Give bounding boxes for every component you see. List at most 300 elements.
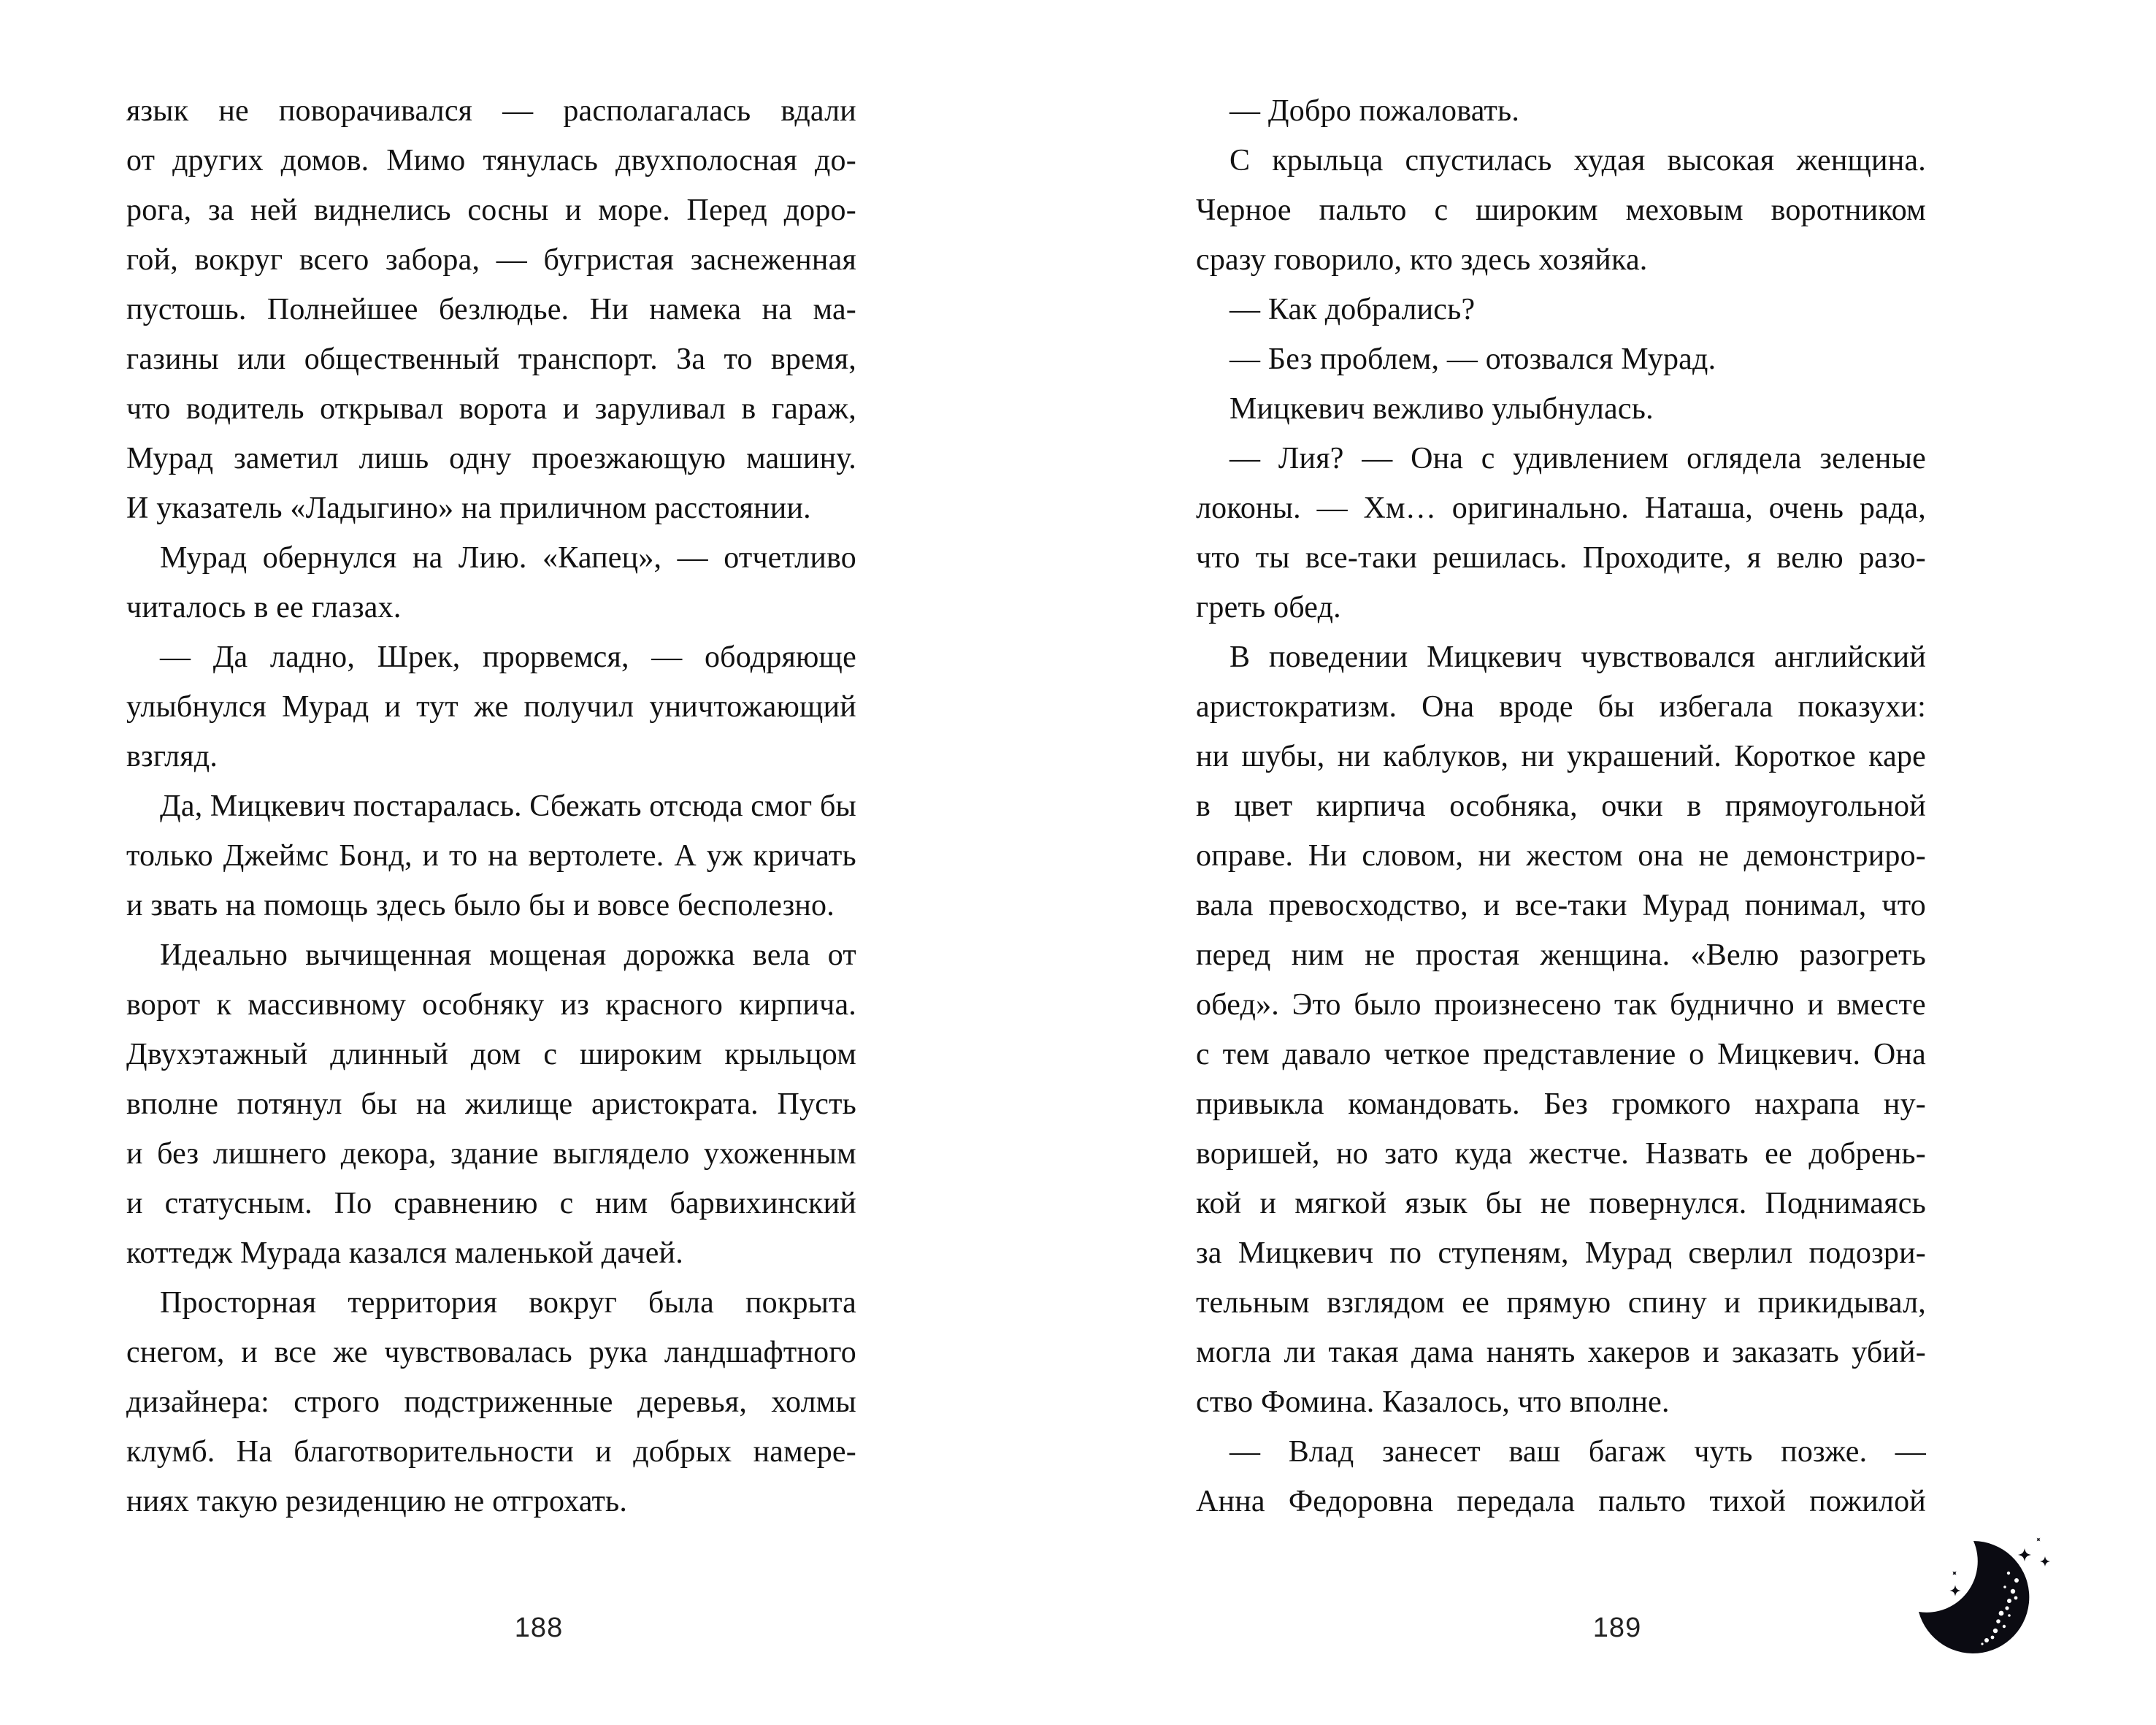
word: только [126,839,213,873]
word: уж [706,839,743,873]
word: поворачивался [278,94,473,128]
text-line [126,1328,856,1377]
word: представление [1483,1038,1676,1071]
word: Да [212,640,248,674]
word: С [1229,144,1251,177]
text-line [126,285,856,334]
text-line [1196,136,1926,185]
word: ни [1196,740,1229,773]
word: широким [579,1038,702,1071]
word: Мурад [1584,1236,1673,1270]
word: отсюда [649,789,743,823]
word: Мурад [126,442,214,475]
word: прикидывал, [1757,1286,1926,1320]
text-line [126,831,856,881]
word: одну [449,442,512,475]
word: дизайнера: [126,1385,269,1419]
word: показухи: [1798,690,1926,724]
word: время, [770,343,856,376]
word: поведении [1268,640,1408,674]
word: демонстриро- [1743,839,1926,873]
word: тянулась [483,144,599,177]
word: проезжающую [532,442,726,475]
word: подстриженные [404,1385,613,1419]
word: кирпича [1316,789,1426,823]
word: с [1196,1038,1210,1071]
word: очки [1601,789,1663,823]
word: багаж [1588,1435,1666,1469]
text-line: — Добро пожаловать. [1229,94,1520,128]
word: Полнейшее [266,293,418,326]
text-line [1196,1179,1926,1228]
word: Бонд, [339,839,413,873]
word: высокая [1667,144,1775,177]
word: украшений. [1567,740,1722,773]
word: дом [470,1038,521,1071]
text-line [1196,434,1926,483]
text-column-left [126,86,856,1526]
word: худая [1573,144,1646,177]
text-line [126,632,856,682]
word: двухполосная [615,144,798,177]
text-line [1196,1030,1926,1079]
word: но [1336,1137,1368,1171]
word: Мурад [160,541,248,575]
word: с [559,1187,574,1220]
word: смог [751,789,813,823]
word: нахрапа [1754,1087,1860,1121]
word: на [761,293,793,326]
word: широким [1476,194,1598,227]
word: — [1316,492,1348,525]
text-line [126,781,856,831]
text-column-right [1196,86,1926,1526]
word: Черное [1196,194,1292,227]
text-line [126,1427,856,1477]
word: ландшафтного [664,1336,856,1369]
text-line [126,1377,856,1427]
word: ней [250,194,298,227]
text-line [1196,1228,1926,1278]
text-line: сразу говорило, кто здесь хозяйка. [1196,243,1648,277]
word: пожилой [1809,1485,1926,1518]
crescent-moon-icon [1876,1519,2095,1725]
word: забора, [385,243,480,277]
word: улыбнулся [126,690,267,724]
text-line [126,980,856,1030]
word: каблуков, [1383,740,1509,773]
word: вела [752,938,810,972]
word: позже. [1781,1435,1868,1469]
word: без [157,1137,199,1171]
text-line: ство Фомина. Казалось, что вполне. [1196,1385,1670,1419]
word: ухоженным [703,1137,856,1171]
word: или [237,343,286,376]
word: машину. [746,442,856,475]
word: решилась. [1432,541,1568,575]
word: Сбежать [529,789,642,823]
word: тем [1222,1038,1270,1071]
word: заказать [1732,1336,1839,1369]
text-line [1196,1129,1926,1179]
word: что [1881,889,1926,922]
word: аристократизм. [1196,690,1397,724]
word: ворот [126,988,201,1022]
text-line [126,533,856,583]
word: за [1196,1236,1222,1270]
text-line: и звать на помощь здесь было бы и вовсе бесполезно. [126,889,835,922]
word: и [384,690,402,724]
word: и [241,1336,258,1369]
word: уничтожающий [649,690,856,724]
word: локоны. [1196,492,1301,525]
word: передала [1457,1485,1576,1518]
word: повернулся. [1589,1187,1747,1220]
word: давало [1282,1038,1371,1071]
word: привыкла [1196,1087,1324,1121]
word: — [502,94,534,128]
word: покрыта [745,1286,856,1320]
text-line: читалось в ее глазах. [126,591,402,624]
word: женщина. [1796,144,1926,177]
word: А [674,839,697,873]
word: лишнего [212,1137,327,1171]
word: ни [1521,740,1554,773]
word: Ни [1308,839,1347,873]
word: кой [1196,1187,1242,1220]
text-line [1196,1278,1926,1328]
text-line [1196,881,1926,930]
word: ним [595,1187,648,1220]
word: общественный [304,343,500,376]
word: и [1724,1286,1741,1320]
word: выглядело [553,1137,690,1171]
word: язык [126,94,189,128]
word: обернулся [262,541,397,575]
word: каре [1868,740,1926,773]
text-line [1196,930,1926,980]
word: «Велю [1690,938,1779,972]
word: и [564,194,582,227]
word: декора, [340,1137,437,1171]
word: что [1196,541,1240,575]
word: что [126,392,171,426]
word: пальто [1598,1485,1687,1518]
text-line: И указатель «Ладыгино» на приличном расстоянии. [126,492,811,525]
word: до- [814,144,856,177]
word: и [126,1187,143,1220]
word: избегала [1659,690,1773,724]
word: вокруг [194,243,283,277]
word: Короткое [1734,740,1856,773]
word: отчетливо [724,541,856,575]
word: Хм… [1363,492,1437,525]
word: барвихинский [670,1187,856,1220]
word: командовать. [1348,1087,1520,1121]
word: шубы, [1241,740,1325,773]
word: воротником [1771,194,1926,227]
word: домов. [280,144,369,177]
word: нанять [1486,1336,1576,1369]
word: и [1807,988,1825,1022]
word: за [207,194,234,227]
word: гой, [126,243,178,277]
word: и [562,392,580,426]
text-line [1196,781,1926,831]
word: была [648,1286,715,1320]
word: было [1354,988,1422,1022]
word: воришей, [1196,1137,1320,1171]
word: массивному [248,988,407,1022]
word: взглядом [1327,1286,1445,1320]
word: все-таки [1305,541,1418,575]
word: вполне [126,1087,219,1121]
word: тельным [1196,1286,1310,1320]
text-line [1196,185,1926,235]
word: и [126,1137,143,1171]
word: на [412,541,443,575]
word: не [1540,1187,1571,1220]
word: открывал [320,392,444,426]
word: обед». [1196,988,1279,1022]
word: особняка, [1449,789,1578,823]
text-line: взгляд. [126,740,218,773]
text-line [1196,831,1926,881]
word: пальто [1319,194,1407,227]
word: Пусть [777,1087,856,1121]
word: благотворительности [294,1435,575,1469]
word: сверлил [1688,1236,1793,1270]
word: добрень- [1808,1137,1926,1171]
word: кричать [753,839,856,873]
word: ступеням, [1438,1236,1569,1270]
text-line [1196,1427,1926,1477]
word: кирпича. [739,988,856,1022]
word: Назвать [1645,1137,1749,1171]
word: четкое [1384,1038,1470,1071]
word: снегом, [126,1336,225,1369]
word: вычищенная [305,938,472,972]
word: Перед [686,194,767,227]
word: ваш [1508,1435,1561,1469]
word: Мицкевич [1238,1236,1374,1270]
text-line [126,1030,856,1079]
word: пустошь. [126,293,247,326]
word: статусным. [164,1187,312,1220]
text-line [126,434,856,483]
word: длинный [330,1038,449,1071]
word: лишь [358,442,429,475]
word: от [126,144,156,177]
word: дорожка [624,938,735,972]
word: бугристая [543,243,675,277]
text-line: — Как добрались? [1229,293,1476,326]
word: тихой [1709,1485,1787,1518]
word: сосны [467,194,549,227]
word: Наташа, [1644,492,1753,525]
word: не [1698,839,1730,873]
text-line: Мицкевич вежливо улыбнулась. [1229,392,1654,426]
text-line: — Без проблем, — отозвался Мурад. [1229,343,1716,376]
word: Ни [589,293,629,326]
word: — [496,243,527,277]
text-line [126,1129,856,1179]
word: прорвемся, [482,640,629,674]
word: о [1689,1038,1705,1071]
word: вдали [780,94,856,128]
text-line [126,682,856,732]
word: вокруг [529,1286,618,1320]
word: Проходите, [1582,541,1732,575]
text-line [1196,682,1926,732]
word: Она [1411,442,1464,475]
word: Влад [1288,1435,1354,1469]
word: ты [1255,541,1290,575]
word: ладно, [269,640,356,674]
word: мягкой [1294,1187,1387,1220]
word: Просторная [160,1286,317,1320]
word: хакеров [1587,1336,1691,1369]
word: ни [1337,740,1370,773]
word: Лию. [458,541,527,575]
word: оригинально. [1451,492,1629,525]
word: жестче. [1529,1137,1629,1171]
word: чувствовался [1581,640,1756,674]
text-line: греть обед. [1196,591,1341,624]
word: же [333,1336,368,1369]
word: же [473,690,509,724]
word: с [1481,442,1495,475]
text-line: ниях такую резиденцию не отгрохать. [126,1485,628,1518]
word: безлюдье. [439,293,569,326]
word: Идеально [160,938,288,972]
word: сравнению [394,1187,538,1220]
word: виднелись [313,194,451,227]
word: разо- [1858,541,1926,575]
word: Федоровна [1288,1485,1434,1518]
word: — [1362,442,1393,475]
word: вроде [1499,690,1573,724]
word: гараж, [771,392,856,426]
word: вала [1196,889,1254,922]
word: особняку [422,988,545,1022]
word: ее [1765,1137,1792,1171]
word: рога, [126,194,192,227]
word: — [651,640,683,674]
word: Да, [160,789,203,823]
word: крыльца [1272,144,1384,177]
word: то [449,839,478,873]
word: намека [649,293,742,326]
word: Лия? [1278,442,1344,475]
word: куда [1454,1137,1513,1171]
word: в [741,392,756,426]
word: и [1703,1336,1719,1369]
word: понимал, [1744,889,1867,922]
word: оглядела [1687,442,1802,475]
word: Мицкевич [1427,640,1562,674]
word: от [827,938,856,972]
word: мощеная [488,938,607,972]
word: бы [361,1087,398,1121]
word: ни [1478,839,1511,873]
word: к [216,988,232,1022]
text-line [1196,1477,1926,1526]
word: ну- [1883,1087,1926,1121]
word: жестом [1526,839,1623,873]
word: крыльцом [724,1038,856,1071]
word: постаралась. [353,789,522,823]
word: Она [1873,1038,1926,1071]
word: ним [1291,938,1344,972]
text-line [126,384,856,434]
word: вертолете. [528,839,664,873]
word: водитель [185,392,304,426]
word: газины [126,343,219,376]
word: — [677,541,708,575]
word: на [488,839,518,873]
word: с [1434,194,1449,227]
word: В [1229,640,1251,674]
text-line [1196,1079,1926,1129]
word: занесет [1382,1435,1481,1469]
word: других [172,144,264,177]
word: цвет [1234,789,1293,823]
word: ободряюще [704,640,856,674]
word: дама [1411,1336,1474,1369]
word: с [543,1038,558,1071]
word: Шрек, [377,640,461,674]
word: в [1196,789,1211,823]
word: прямую [1506,1286,1611,1320]
word: По [334,1187,372,1220]
word: Мицкевич [210,789,346,823]
word: Мурад [1642,889,1730,922]
word: зато [1384,1137,1439,1171]
word: подозри- [1808,1236,1926,1270]
word: все-таки [1515,889,1627,922]
word: Анна [1196,1485,1265,1518]
word: я [1746,541,1762,575]
word: транспорт. [518,343,658,376]
word: красного [605,988,724,1022]
text-line [1196,483,1926,533]
word: все [274,1336,317,1369]
word: строго [294,1385,380,1419]
word: За [676,343,706,376]
word: ворота [459,392,548,426]
text-line [1196,632,1926,682]
text-line [126,1278,856,1328]
word: Мимо [386,144,466,177]
word: то [724,343,753,376]
word: прямоугольной [1725,789,1926,823]
word: меховым [1625,194,1743,227]
word: намере- [753,1435,856,1469]
word: на [416,1087,447,1121]
word: — [1229,442,1261,475]
word: очень [1768,492,1844,525]
word: — [1895,1435,1926,1469]
text-line [126,185,856,235]
word: удивлением [1513,442,1669,475]
word: по [1389,1236,1422,1270]
word: всего [299,243,369,277]
page-number-left: 188 [514,1613,564,1643]
word: словом, [1362,839,1464,873]
word: территория [348,1286,498,1320]
text-line: коттедж Мурада казался маленькой дачей. [126,1236,683,1270]
